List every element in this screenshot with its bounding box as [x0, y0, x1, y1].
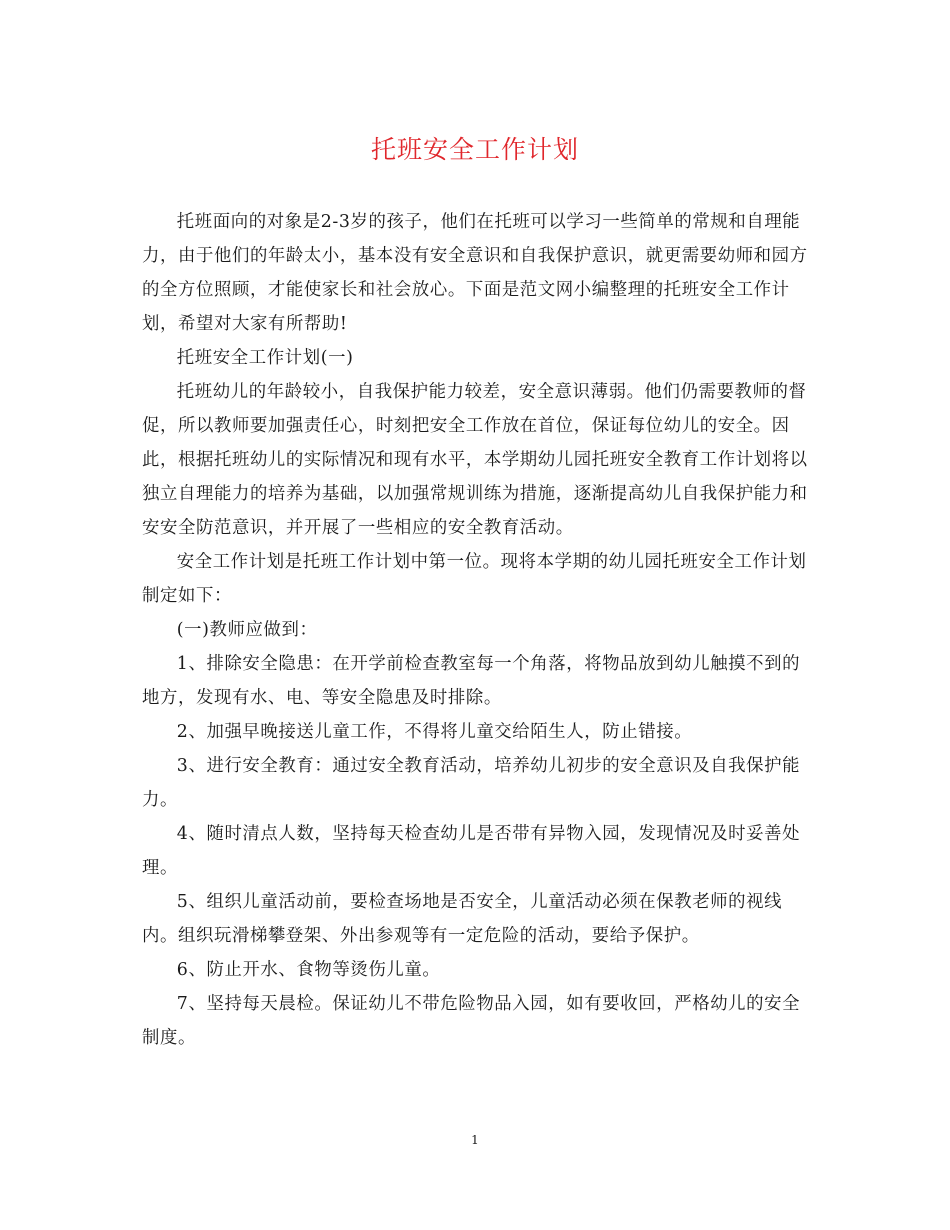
list-item-4: 4、随时清点人数，坚持每天检查幼儿是否带有异物入园，发现情况及时妥善处理。	[142, 824, 801, 878]
list-item-1: 1、排除安全隐患：在开学前检查教室每一个角落，将物品放到幼儿触摸不到的地方，发现有水、电、等安全隐患及时排除。	[142, 654, 801, 708]
paragraph-background: 托班幼儿的年龄较小，自我保护能力较差，安全意识薄弱。他们仍需要教师的督促，所以教师要加强责任心，时刻把安全工作放在首位，保证每位幼儿的安全。因此，根据托班幼儿的实际情况和现有水平，本学期幼儿园托班安全教育工作计划将以独立自理能力的培养为基础，以加强常规训练为措施，逐渐提高幼儿自我保护能力和安安全防范意识，并开展了一些相应的安全教育活动。	[142, 382, 808, 538]
list-item-2: 2、加强早晚接送儿童工作，不得将儿童交给陌生人，防止错接。	[176, 722, 693, 742]
list-item-7: 7、坚持每天晨检。保证幼儿不带危险物品入园，如有要收回，严格幼儿的安全制度。	[142, 994, 801, 1048]
subheading-teacher-duties: (一)教师应做到：	[176, 620, 318, 640]
document-body	[142, 205, 812, 1055]
list-item-6: 6、防止开水、食物等烫伤儿童。	[176, 960, 441, 980]
list-item-3: 3、进行安全教育：通过安全教育活动，培养幼儿初步的安全意识及自我保护能力。	[142, 756, 801, 810]
paragraph-plan-statement: 安全工作计划是托班工作计划中第一位。现将本学期的幼儿园托班安全工作计划制定如下：	[142, 552, 807, 606]
section-heading-plan-1: 托班安全工作计划(一)	[176, 348, 354, 368]
page-number: 1	[471, 1133, 479, 1147]
document-title: 托班安全工作计划	[370, 135, 579, 164]
paragraph-intro: 托班面向的对象是2-3岁的孩子，他们在托班可以学习一些简单的常规和自理能力，由于他们的年龄太小，基本没有安全意识和自我保护意识，就更需要幼师和园方的全方位照顾，才能使家长和社会放心。下面是范文网小编整理的托班安全工作计划，希望对大家有所帮助!	[142, 212, 808, 334]
list-item-5: 5、组织儿童活动前，要检查场地是否安全，儿童活动必须在保教老师的视线内。组织玩滑梯攀登架、外出参观等有一定危险的活动，要给予保护。	[142, 892, 783, 946]
